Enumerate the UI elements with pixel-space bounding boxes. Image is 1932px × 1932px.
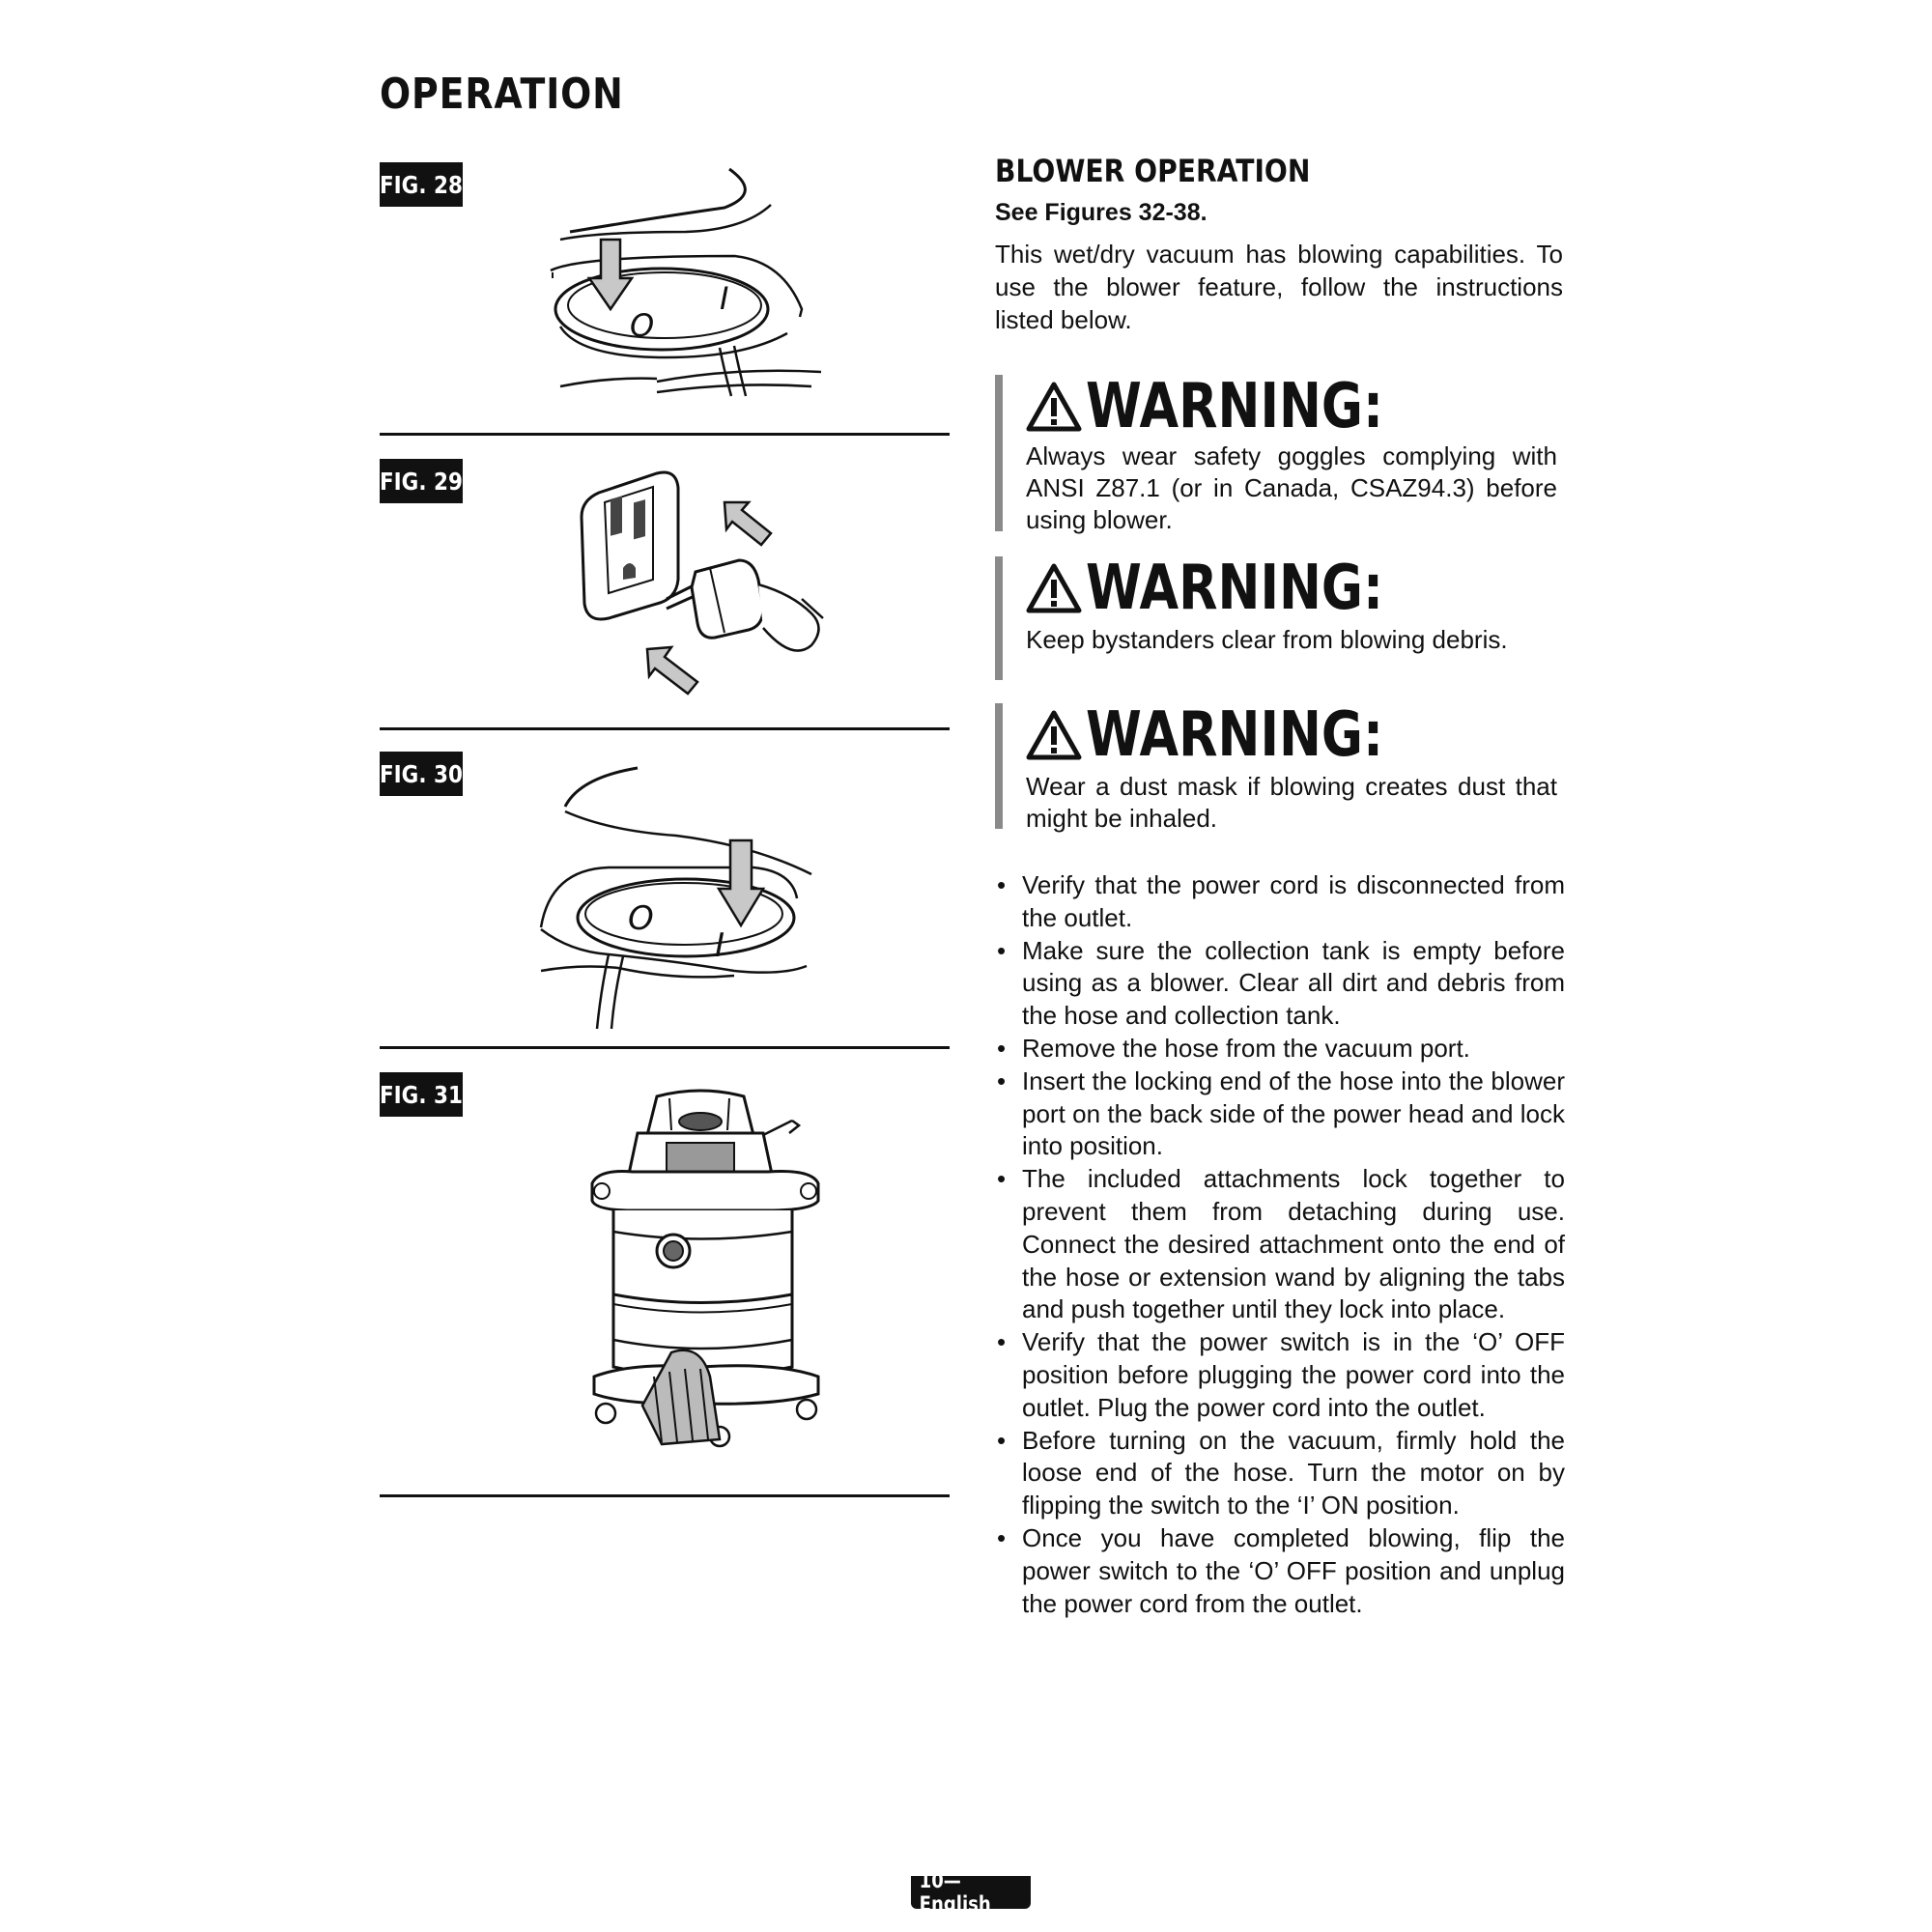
warning-text: Keep bystanders clear from blowing debris. <box>1026 625 1508 654</box>
warning-heading: WARNING: <box>1086 699 1383 771</box>
list-item: • Remove the hose from the vacuum port. <box>995 1033 1565 1065</box>
fig-29-plug-outlet-illustration <box>570 464 840 705</box>
list-item: • Before turning on the vacuum, firmly hold the loose end of the hose. Turn the motor on by flipping the switch to the ‘I’ ON position. <box>995 1425 1565 1522</box>
warning-triangle-icon <box>1026 563 1082 613</box>
fig-29-label: FIG. 29 <box>380 459 463 503</box>
section-subhead: See Figures 32-38. <box>995 199 1208 226</box>
warning-bar <box>995 556 1003 680</box>
warning-goggles <box>995 371 1565 534</box>
warning-text: Wear a dust mask if blowing creates dust that might be inhaled. <box>1026 772 1557 833</box>
fig-divider <box>380 433 950 436</box>
list-item: • Once you have completed blowing, flip the power switch to the ‘O’ OFF position and unplug the power cord from the outlet. <box>995 1522 1565 1620</box>
warning-triangle-icon <box>1026 710 1082 760</box>
fig-divider <box>380 727 950 730</box>
warning-text: Always wear safety goggles complying with ANSI Z87.1 (or in Canada, CSAZ94.3) before using blower. <box>1026 441 1557 534</box>
fig-30-label: FIG. 30 <box>380 752 463 796</box>
list-item: • The included attachments lock together to prevent them from detaching during use. Connect the desired attachment onto the end of the hose or extension wand by aligning the tabs and push together until they lock into place. <box>995 1163 1565 1326</box>
fig-divider <box>380 1046 950 1049</box>
warning-bystanders <box>995 553 1565 680</box>
list-item: • Insert the locking end of the hose into the blower port on the back side of the power head and lock into position. <box>995 1065 1565 1163</box>
warning-dust-mask <box>995 699 1565 833</box>
list-item: • Make sure the collection tank is empty before using as a blower. Clear all dirt and debris from the hose and collection tank. <box>995 935 1565 1033</box>
fig-30-off-mark: O <box>628 899 654 938</box>
warning-bar <box>995 703 1003 829</box>
list-item: • Verify that the power cord is disconnected from the outlet. <box>995 869 1565 935</box>
fig-28-label: FIG. 28 <box>380 162 463 207</box>
fig-28-switch-off-illustration <box>541 164 831 406</box>
warning-triangle-icon <box>1026 382 1082 432</box>
fig-divider <box>380 1494 950 1497</box>
fig-28-on-mark: I <box>720 280 729 317</box>
page-number: 10—English <box>911 1876 1031 1909</box>
instruction-list <box>995 869 1565 1620</box>
fig-30-on-mark: I <box>715 926 725 965</box>
list-item: • Verify that the power switch is in the ‘O’ OFF position before plugging the power cord into the outlet. Plug the power cord into the outlet. <box>995 1326 1565 1424</box>
fig-31-label: FIG. 31 <box>380 1072 463 1117</box>
arrow-icon <box>724 502 771 545</box>
warning-heading: WARNING: <box>1086 553 1383 624</box>
fig-31-wet-dry-vacuum-illustration <box>575 1087 836 1468</box>
page-title: OPERATION <box>380 70 624 119</box>
fig-30-switch-on-illustration <box>531 763 821 1034</box>
fig-28-off-mark: O <box>630 307 655 344</box>
warning-bar <box>995 375 1003 531</box>
warning-heading: WARNING: <box>1086 371 1383 442</box>
section-title: BLOWER OPERATION <box>995 153 1311 189</box>
section-intro: This wet/dry vacuum has blowing capabilities. To use the blower feature, follow the instructions listed below. <box>995 240 1563 334</box>
arrow-icon <box>647 647 697 694</box>
